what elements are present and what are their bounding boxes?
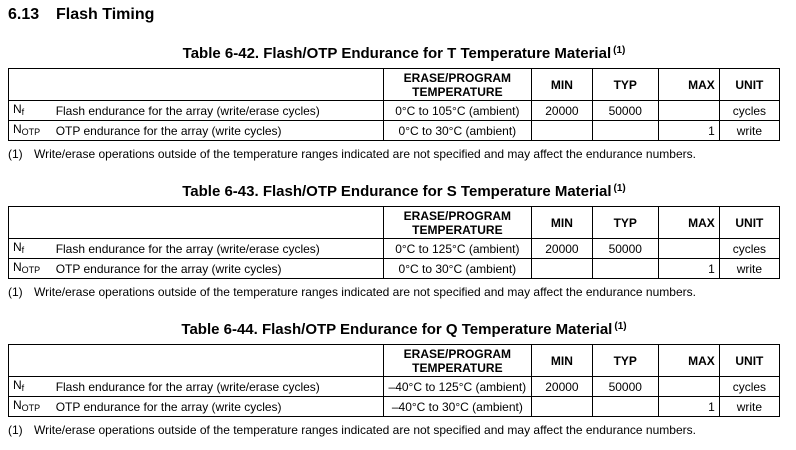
condition-cell: 0°C to 125°C (ambient) bbox=[383, 239, 531, 259]
max-cell bbox=[658, 101, 719, 121]
table-row bbox=[9, 259, 780, 279]
symbol-cell bbox=[9, 121, 50, 141]
footnote-text: Write/erase operations outside of the temperature ranges indicated are not specified and may affect the endurance numbers. bbox=[34, 423, 696, 437]
table-caption bbox=[8, 40, 780, 62]
table-row bbox=[9, 397, 780, 417]
footnote-reference: (1) bbox=[614, 321, 627, 332]
description-cell: Flash endurance for the array (write/erase cycles) bbox=[50, 239, 384, 259]
unit-cell: cycles bbox=[719, 377, 779, 397]
table-title: Table 6-43. Flash/OTP Endurance for S Temperature Material bbox=[182, 183, 612, 200]
symbol-cell bbox=[9, 259, 50, 279]
header-unit: UNIT bbox=[719, 345, 779, 377]
description-cell: OTP endurance for the array (write cycles) bbox=[50, 397, 384, 417]
min-cell: 20000 bbox=[531, 377, 592, 397]
header-description bbox=[50, 345, 384, 377]
section-heading bbox=[8, 6, 154, 24]
description-cell: OTP endurance for the array (write cycles) bbox=[50, 121, 384, 141]
typ-cell bbox=[593, 397, 658, 417]
max-cell bbox=[658, 377, 719, 397]
min-cell: 20000 bbox=[531, 239, 592, 259]
header-condition: ERASE/PROGRAM TEMPERATURE bbox=[383, 345, 531, 377]
table-footnote bbox=[8, 423, 780, 437]
symbol-cell bbox=[9, 101, 50, 121]
symbol: N bbox=[13, 260, 22, 274]
footnote-mark: (1) bbox=[8, 147, 23, 161]
min-cell bbox=[531, 259, 592, 279]
footnote-text: Write/erase operations outside of the temperature ranges indicated are not specified and may affect the endurance numbers. bbox=[34, 147, 696, 161]
description-cell: Flash endurance for the array (write/erase cycles) bbox=[50, 377, 384, 397]
symbol: N bbox=[13, 122, 22, 136]
unit-cell: cycles bbox=[719, 101, 779, 121]
section-title: Flash Timing bbox=[56, 6, 155, 23]
footnote-mark: (1) bbox=[8, 423, 23, 437]
symbol-subscript: f bbox=[21, 107, 25, 117]
unit-cell: write bbox=[719, 397, 779, 417]
header-symbol bbox=[9, 69, 50, 101]
unit-cell: cycles bbox=[719, 239, 779, 259]
endurance-table bbox=[8, 206, 780, 279]
table-row bbox=[9, 239, 780, 259]
symbol-subscript: f bbox=[21, 245, 25, 255]
symbol: N bbox=[13, 102, 22, 116]
description-cell: Flash endurance for the array (write/erase cycles) bbox=[50, 101, 384, 121]
footnote-mark: (1) bbox=[8, 285, 23, 299]
max-cell: 1 bbox=[658, 397, 719, 417]
endurance-table bbox=[8, 68, 780, 141]
condition-cell: 0°C to 30°C (ambient) bbox=[383, 259, 531, 279]
header-min: MIN bbox=[531, 345, 592, 377]
symbol: N bbox=[13, 378, 22, 392]
symbol-subscript: OTP bbox=[21, 127, 41, 137]
header-max: MAX bbox=[658, 207, 719, 239]
endurance-table-block-q bbox=[8, 316, 780, 437]
table-row bbox=[9, 101, 780, 121]
typ-cell: 50000 bbox=[593, 101, 658, 121]
header-max: MAX bbox=[658, 69, 719, 101]
symbol-cell bbox=[9, 377, 50, 397]
symbol: N bbox=[13, 398, 22, 412]
table-footnote bbox=[8, 285, 780, 299]
max-cell: 1 bbox=[658, 121, 719, 141]
condition-cell: –40°C to 30°C (ambient) bbox=[383, 397, 531, 417]
table-title: Table 6-44. Flash/OTP Endurance for Q Temperature Material bbox=[181, 321, 613, 338]
header-typ: TYP bbox=[593, 345, 658, 377]
endurance-table-block-t bbox=[8, 40, 780, 161]
header-typ: TYP bbox=[593, 69, 658, 101]
symbol-cell bbox=[9, 239, 50, 259]
condition-cell: 0°C to 30°C (ambient) bbox=[383, 121, 531, 141]
footnote-reference: (1) bbox=[613, 183, 626, 194]
typ-cell bbox=[593, 259, 658, 279]
table-row bbox=[9, 121, 780, 141]
header-symbol bbox=[9, 207, 50, 239]
footnote-text: Write/erase operations outside of the temperature ranges indicated are not specified and may affect the endurance numbers. bbox=[34, 285, 696, 299]
unit-cell: write bbox=[719, 121, 779, 141]
table-row bbox=[9, 377, 780, 397]
header-description bbox=[50, 69, 384, 101]
table-footnote bbox=[8, 147, 780, 161]
header-symbol bbox=[9, 345, 50, 377]
description-cell: OTP endurance for the array (write cycles) bbox=[50, 259, 384, 279]
header-min: MIN bbox=[531, 207, 592, 239]
table-caption bbox=[8, 178, 780, 200]
typ-cell: 50000 bbox=[593, 377, 658, 397]
footnote-reference: (1) bbox=[613, 45, 626, 56]
typ-cell: 50000 bbox=[593, 239, 658, 259]
symbol-cell bbox=[9, 397, 50, 417]
symbol-subscript: f bbox=[21, 383, 25, 393]
header-condition: ERASE/PROGRAM TEMPERATURE bbox=[383, 207, 531, 239]
header-unit: UNIT bbox=[719, 69, 779, 101]
header-min: MIN bbox=[531, 69, 592, 101]
condition-cell: –40°C to 125°C (ambient) bbox=[383, 377, 531, 397]
header-typ: TYP bbox=[593, 207, 658, 239]
section-number: 6.13 bbox=[8, 6, 40, 23]
symbol-subscript: OTP bbox=[21, 265, 41, 275]
unit-cell: write bbox=[719, 259, 779, 279]
table-header-row bbox=[9, 345, 780, 377]
table-caption bbox=[8, 316, 780, 338]
condition-cell: 0°C to 105°C (ambient) bbox=[383, 101, 531, 121]
table-header-row bbox=[9, 69, 780, 101]
typ-cell bbox=[593, 121, 658, 141]
max-cell bbox=[658, 239, 719, 259]
min-cell: 20000 bbox=[531, 101, 592, 121]
table-title: Table 6-42. Flash/OTP Endurance for T Temperature Material bbox=[182, 45, 612, 62]
max-cell: 1 bbox=[658, 259, 719, 279]
header-unit: UNIT bbox=[719, 207, 779, 239]
min-cell bbox=[531, 121, 592, 141]
min-cell bbox=[531, 397, 592, 417]
endurance-table-block-s bbox=[8, 178, 780, 299]
table-header-row bbox=[9, 207, 780, 239]
header-condition: ERASE/PROGRAM TEMPERATURE bbox=[383, 69, 531, 101]
header-description bbox=[50, 207, 384, 239]
symbol: N bbox=[13, 240, 22, 254]
header-max: MAX bbox=[658, 345, 719, 377]
symbol-subscript: OTP bbox=[21, 403, 41, 413]
endurance-table bbox=[8, 344, 780, 417]
